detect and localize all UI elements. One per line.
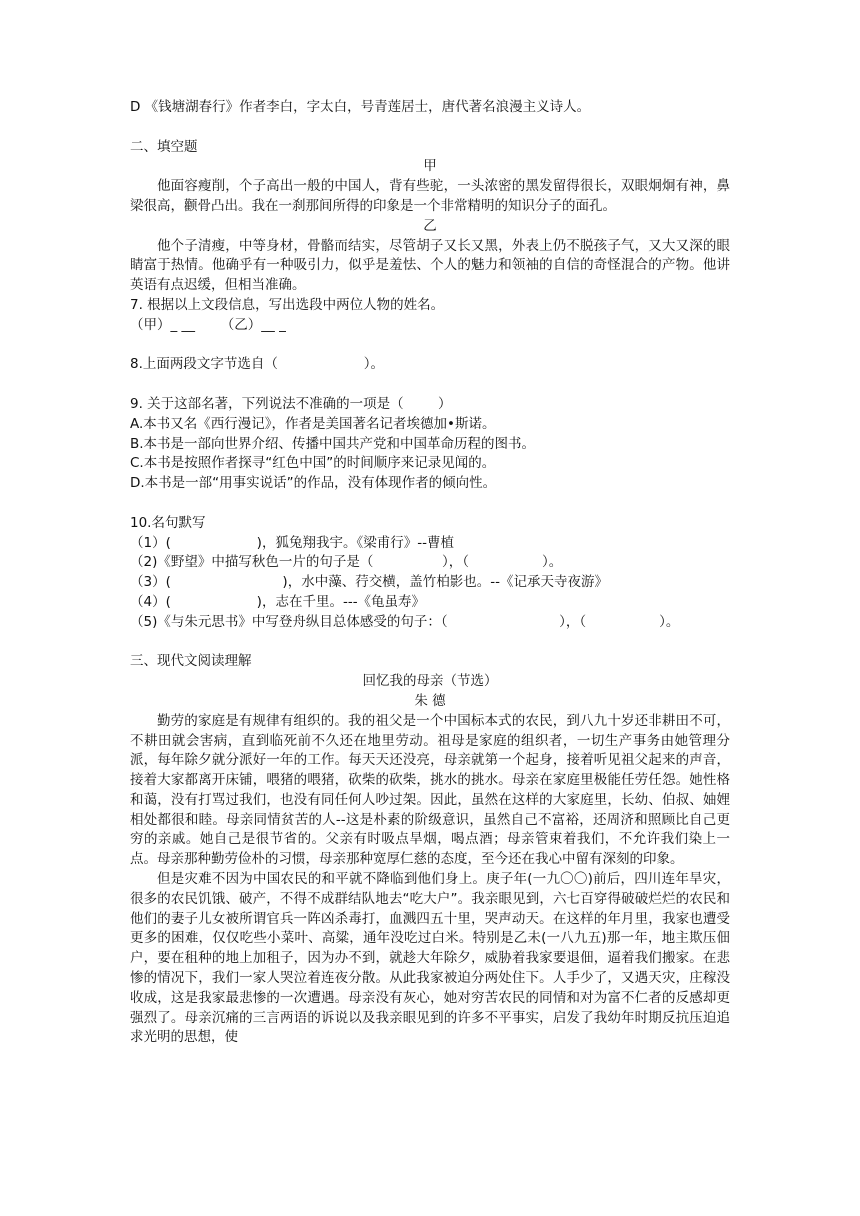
question-9-option-b: B.本书是一部向世界介绍、传播中国共产党和中国革命历程的图书。 <box>130 435 536 452</box>
article-paragraph-1: 勤劳的家庭是有规律有组织的。我的祖父是一个中国标本式的农民，到八九十岁还非耕田不可，不耕田就会害病，直到临死前不久还在地里劳动。祖母是家庭的组织者，一切生产事务由她管理分派，每年除夕就分派好一年的工作。每天天还没亮，母亲就第一个起身，接着听见祖父起来的声音，接着大家都离开床铺，喂猪的喂猪，砍柴的砍柴，挑水的挑水。母亲在家庭里极能任劳任怨。她性格和蔼，没有打骂过我们，也没有同任何人吵过架。因此，虽然在这样的大家庭里，长幼、伯叔、妯娌相处都很和睦。母亲同情贫苦的人--这是朴素的阶级意识，虽然自己不富裕，还周济和照顾比自己更穷的亲戚。她自己是很节省的。父亲有时吸点旱烟，喝点酒；母亲管束着我们，不允许我们染上一点。母亲那种勤劳俭朴的习惯，母亲那种宽厚仁慈的态度，至今还在我心中留有深刻的印象。 <box>130 712 730 868</box>
question-10-item-1: （1）( )，狐兔翔我宇。《梁甫行》--曹植 <box>130 534 454 551</box>
article-paragraph-2: 但是灾难不因为中国农民的和平就不降临到他们身上。庚子年(一九〇〇)前后，四川连年旱灾，很多的农民饥饿、破产，不得不成群结队地去“吃大户”。我亲眼见到，六七百穿得破破烂烂的农民和他们的妻子儿女被所谓官兵一阵凶杀毒打，血溅四五十里，哭声动天。在这样的年月里，我家也遭受更多的困难，仅仅吃些小菜叶、高粱，通年没吃过白米。特别是乙未(一八九五)那一年，地主欺压佃户，要在租种的地上加租子，因为办不到，就趁大年除夕，威胁着我家要退佃，逼着我们搬家。在悲惨的情况下，我们一家人哭泣着连夜分散。从此我家被迫分两处住下。人手少了，又遇天灾，庄稼没收成，这是我家最悲惨的一次遭遇。母亲没有灰心，她对穷苦农民的同情和对为富不仁者的反感却更强烈了。母亲沉痛的三言两语的诉说以及我亲眼见到的许多不平事实，启发了我幼年时期反抗压迫追求光明的思想，使 <box>130 871 730 1046</box>
question-10-item-4: （4）( )，志在千里。---《龟虽寿》 <box>130 593 426 610</box>
section-title-reading: 三、现代文阅读理解 <box>130 653 252 670</box>
passage-a: 他面容瘦削，个子高出一般的中国人，背有些驼，一头浓密的黑发留得很长，双眼炯炯有神，鼻梁很高，颧骨凸出。我在一刹那间所得的印象是一个非常精明的知识分子的面孔。 <box>130 178 730 214</box>
passage-label-b: 乙 <box>423 217 437 234</box>
question-7-blanks: （甲）_ __ （乙）__ _ <box>130 316 286 333</box>
question-7: 7. 根据以上文段信息，写出选段中两位人物的姓名。 <box>130 296 445 313</box>
question-10: 10.名句默写 <box>130 514 206 531</box>
question-9-option-a: A.本书又名《西行漫记》，作者是美国著名记者埃德加•斯诺。 <box>130 415 496 432</box>
article-author: 朱 德 <box>414 692 446 709</box>
passage-label-a: 甲 <box>423 158 437 175</box>
section-title-fill-blank: 二、填空题 <box>130 138 198 155</box>
question-option-d: D 《钱塘湖春行》作者李白，字太白，号青莲居士，唐代著名浪漫主义诗人。 <box>130 99 591 115</box>
question-8: 8.上面两段文字节选自（ ）。 <box>130 356 384 373</box>
question-10-item-2: （2)《野望》中描写秋色一片的句子是（ ），（ ）。 <box>130 554 563 571</box>
document-page <box>130 98 730 1048</box>
question-9-option-d: D.本书是一部“用事实说话”的作品，没有体现作者的倾向性。 <box>130 475 497 492</box>
article-title: 回忆我的母亲（节选） <box>362 673 498 690</box>
question-10-item-3: （3）( )，水中藻、荇交横，盖竹柏影也。--《记承天寺夜游》 <box>130 574 608 591</box>
question-10-item-5: （5)《与朱元思书》中写登舟纵目总体感受的句子：（ ），（ ）。 <box>130 613 680 630</box>
question-9: 9. 关于这部名著，下列说法不准确的一项是（ ） <box>130 395 452 412</box>
question-9-option-c: C.本书是按照作者探寻“红色中国”的时间顺序来记录见闻的。 <box>130 455 496 472</box>
passage-b: 他个子清瘦，中等身材，骨骼而结实，尽管胡子又长又黑，外表上仍不脱孩子气，又大又深的眼睛富于热情。他确乎有一种吸引力，似乎是羞怯、个人的魅力和领袖的自信的奇怪混合的产物。他讲英语有点迟缓，但相当准确。 <box>130 237 730 294</box>
